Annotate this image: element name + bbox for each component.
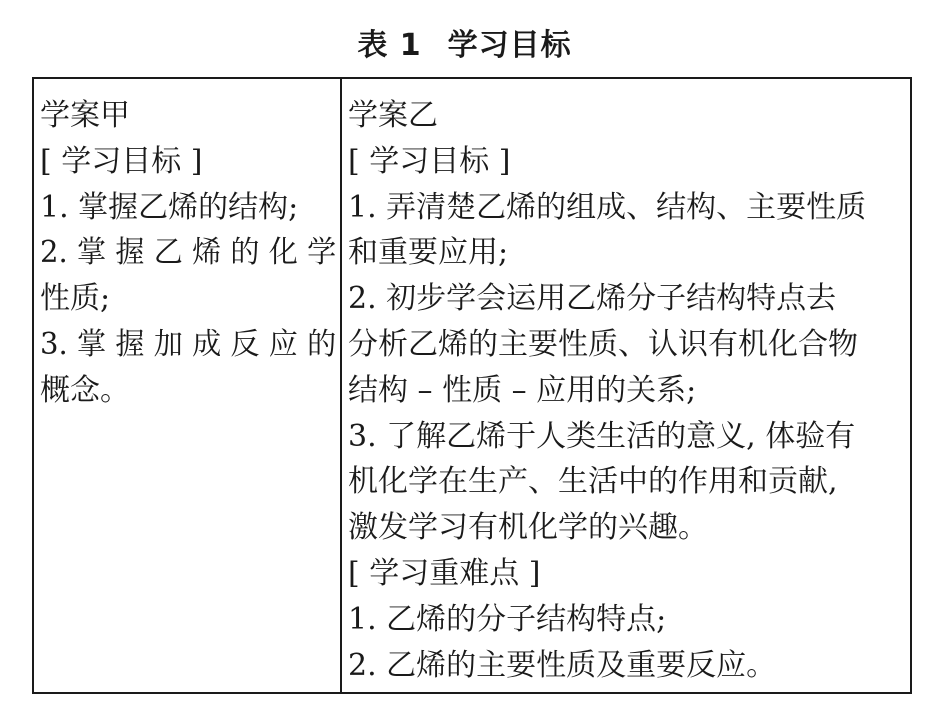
plan-b-objective-3-line-2: 机化学在生产、生活中的作用和贡献, (348, 464, 838, 500)
plan-b-objective-2-line-3: 结构 – 性质 – 应用的关系; (348, 372, 697, 408)
plan-b-objective-2-line-2: 分析乙烯的主要性质、认识有机化合物 (348, 326, 858, 362)
plan-b-column (348, 93, 908, 688)
plan-a-column (40, 93, 336, 414)
plan-b-key-point-2: 2. 乙烯的主要性质及重要反应。 (348, 647, 777, 683)
plan-a-objective-1: 1. 掌握乙烯的结构; (40, 189, 299, 225)
table-caption (0, 24, 929, 68)
plan-a-objective-3-line-1: 3. 掌 握 加 成 反 应 的 (40, 326, 337, 362)
plan-b-key-points-label: [ 学习重难点 ] (348, 555, 541, 591)
plan-b-objective-3-line-1: 3. 了解乙烯于人类生活的意义, 体验有 (348, 418, 856, 454)
plan-a-objective-2-line-1: 2. 掌 握 乙 烯 的 化 学 (40, 235, 337, 271)
plan-a-objective-3-line-2: 概念。 (40, 372, 130, 408)
plan-a-heading: 学案甲 (40, 98, 130, 133)
plan-b-objective-1-line-1: 1. 弄清楚乙烯的组成、结构、主要性质 (348, 189, 867, 225)
plan-b-key-point-1: 1. 乙烯的分子结构特点; (348, 601, 667, 637)
plan-b-objective-3-line-3: 激发学习有机化学的兴趣。 (348, 510, 708, 546)
table-title: 学习目标 (447, 28, 572, 63)
table-number: 表 1 (357, 28, 422, 63)
plan-a-section-label: [ 学习目标 ] (40, 143, 203, 179)
column-divider (340, 79, 342, 692)
plan-b-objective-2-line-1: 2. 初步学会运用乙烯分子结构特点去 (348, 281, 837, 317)
plan-b-objective-1-line-2: 和重要应用; (348, 235, 509, 271)
objectives-table (32, 77, 912, 694)
plan-b-section-label: [ 学习目标 ] (348, 143, 511, 179)
plan-a-objective-2-line-2: 性质; (40, 281, 111, 317)
plan-b-heading: 学案乙 (348, 98, 438, 133)
